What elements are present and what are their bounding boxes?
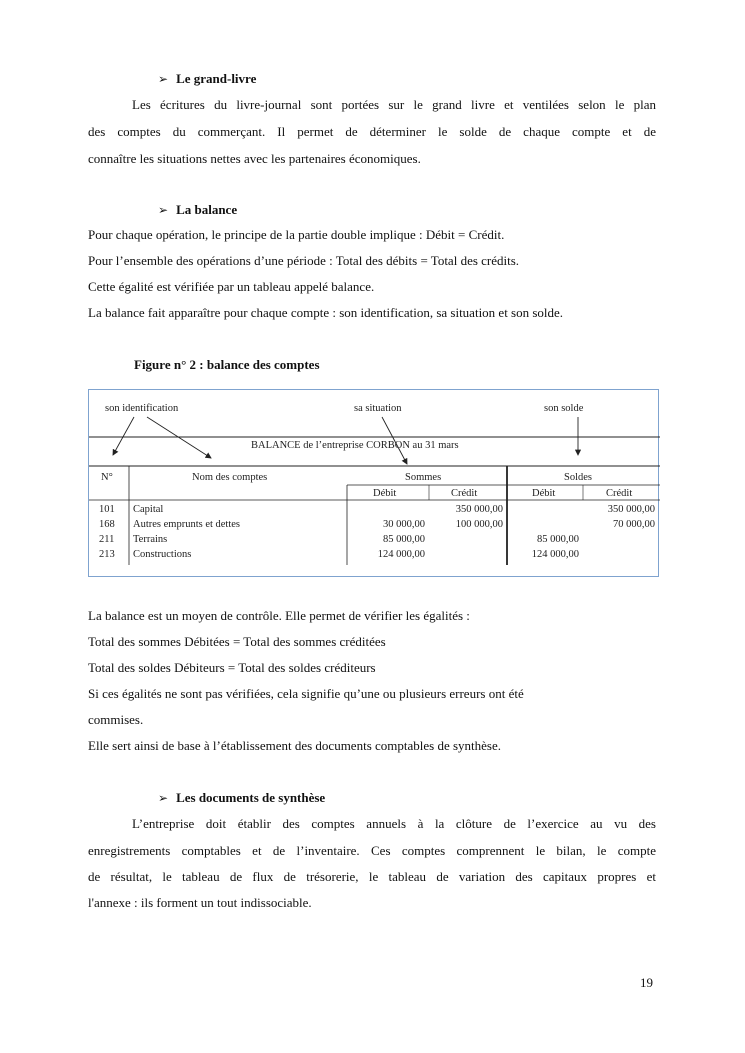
arrow-bullet-icon: ➢ xyxy=(158,791,169,805)
text-line: Cette égalité est vérifiée par un tableau appelé balance. xyxy=(88,279,375,294)
text-line: Pour chaque opération, le principe de la partie double implique : Débit = Crédit. xyxy=(88,227,505,242)
header-sommes-credit: Crédit xyxy=(451,488,478,499)
arrow-bullet-icon: ➢ xyxy=(158,72,169,86)
heading-synthese xyxy=(158,790,325,806)
row-soldes-debit: 85 000,00 xyxy=(537,534,579,545)
table-row xyxy=(99,519,655,530)
arrow-identification-left xyxy=(113,417,134,455)
balance-figure xyxy=(88,389,659,577)
text-line: Total des soldes Débiteurs = Total des soldes créditeurs xyxy=(88,660,376,675)
header-soldes-debit: Débit xyxy=(532,488,556,499)
table-title: BALANCE de l’entreprise CORBON au 31 mars xyxy=(251,440,459,451)
paragraph-line: de résultat, le tableau de flux de trésorerie, le tableau de variation des capitaux propres et xyxy=(88,869,656,884)
annotation-situation: sa situation xyxy=(354,403,402,414)
row-name: Autres emprunts et dettes xyxy=(133,519,241,530)
row-soldes-credit: 350 000,00 xyxy=(607,504,655,515)
row-num: 168 xyxy=(99,519,115,530)
row-soldes-debit: 124 000,00 xyxy=(531,549,579,560)
arrow-bullet-icon: ➢ xyxy=(158,203,169,217)
heading-grand-livre-text: Le grand-livre xyxy=(176,71,257,86)
row-name: Constructions xyxy=(133,549,192,560)
paragraph-line: connaître les situations nettes avec les partenaires économiques. xyxy=(88,151,421,166)
paragraph-line: enregistrements comptables et de l’inventaire. Ces comptes comprennent le bilan, le compte xyxy=(88,843,656,858)
paragraph-line: Les écritures du livre-journal sont portées sur le grand livre et ventilées selon le plan xyxy=(132,97,656,112)
paragraph-line: L’entreprise doit établir des comptes annuels à la clôture de l’exercice au vu des xyxy=(132,816,656,831)
table-row xyxy=(99,504,655,515)
row-sommes-credit: 350 000,00 xyxy=(455,504,503,515)
header-soldes: Soldes xyxy=(564,472,593,483)
header-sommes: Sommes xyxy=(405,472,442,483)
text-line: La balance est un moyen de contrôle. Elle permet de vérifier les égalités : xyxy=(88,608,470,623)
text-line: Total des sommes Débitées = Total des sommes créditées xyxy=(88,634,386,649)
row-sommes-debit: 30 000,00 xyxy=(383,519,425,530)
text-line: commises. xyxy=(88,712,144,727)
row-soldes-credit: 70 000,00 xyxy=(613,519,655,530)
heading-balance xyxy=(158,202,237,218)
text-line: Pour l’ensemble des opérations d’une période : Total des débits = Total des crédits. xyxy=(88,253,520,268)
row-sommes-debit: 124 000,00 xyxy=(377,549,425,560)
header-sommes-debit: Débit xyxy=(373,488,397,499)
heading-synthese-text: Les documents de synthèse xyxy=(176,790,326,805)
heading-grand-livre xyxy=(158,71,256,87)
row-sommes-debit: 85 000,00 xyxy=(383,534,425,545)
paragraph-line: des comptes du commerçant. Il permet de déterminer le solde de chaque compte et de xyxy=(88,124,656,139)
balance-table-svg xyxy=(89,390,660,578)
text-line: Elle sert ainsi de base à l’établissement des documents comptables de synthèse. xyxy=(88,738,501,753)
row-sommes-credit: 100 000,00 xyxy=(455,519,503,530)
heading-balance-text: La balance xyxy=(176,202,238,217)
text-line: La balance fait apparaître pour chaque compte : son identification, sa situation et son solde. xyxy=(88,305,564,320)
annotation-identification: son identification xyxy=(105,403,179,414)
row-name: Terrains xyxy=(133,534,168,545)
page-number: 19 xyxy=(640,975,653,990)
row-num: 211 xyxy=(99,534,115,545)
header-soldes-credit: Crédit xyxy=(606,488,633,499)
header-name: Nom des comptes xyxy=(192,472,268,483)
header-num: N° xyxy=(101,472,113,483)
row-name: Capital xyxy=(133,504,164,515)
figure-caption: Figure n° 2 : balance des comptes xyxy=(134,357,320,372)
paragraph-line: l'annexe : ils forment un tout indissociable. xyxy=(88,895,312,910)
text-line: Si ces égalités ne sont pas vérifiées, cela signifie qu’une ou plusieurs erreurs ont été xyxy=(88,686,524,701)
annotation-solde: son solde xyxy=(544,403,584,414)
row-num: 101 xyxy=(99,504,115,515)
row-num: 213 xyxy=(99,549,115,560)
